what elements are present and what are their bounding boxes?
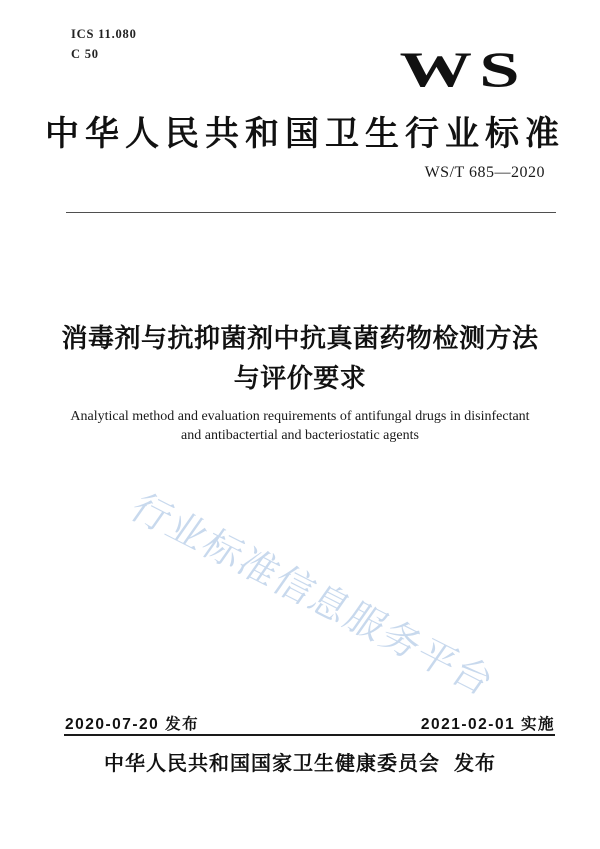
document-title-en-line2: and antibactertial and bacteriostatic agents [181,428,419,443]
classification-code: C 50 [71,47,99,61]
ws-logo: WS [399,41,527,97]
document-codes [71,24,137,64]
publisher-action: 发布 [454,753,496,775]
standard-number: WS/T 685—2020 [424,164,545,181]
ics-code: ICS 11.080 [71,27,137,41]
issue-date: 2020-07-20 发布 [65,716,200,733]
footer-rule [64,734,555,736]
implement-date: 2021-02-01 实施 [420,716,555,733]
header-rule [66,212,556,213]
standard-type-title: 中华人民共和国卫生行业标准 [45,116,565,153]
document-title-zh [0,318,600,398]
document-title-zh-line2: 与评价要求 [233,363,367,393]
document-title-en [30,407,570,445]
dates-row [65,712,555,734]
document-title-zh-line1: 消毒剂与抗抑菌剂中抗真菌药物检测方法 [61,323,539,353]
document-title-en-line1: Analytical method and evaluation requirements of antifungal drugs in disinfectant [70,409,530,424]
publisher-name: 中华人民共和国国家卫生健康委员会 [104,753,440,775]
publisher-line [0,747,600,776]
watermark-text: 行业标准信息服务平台 [122,487,503,704]
